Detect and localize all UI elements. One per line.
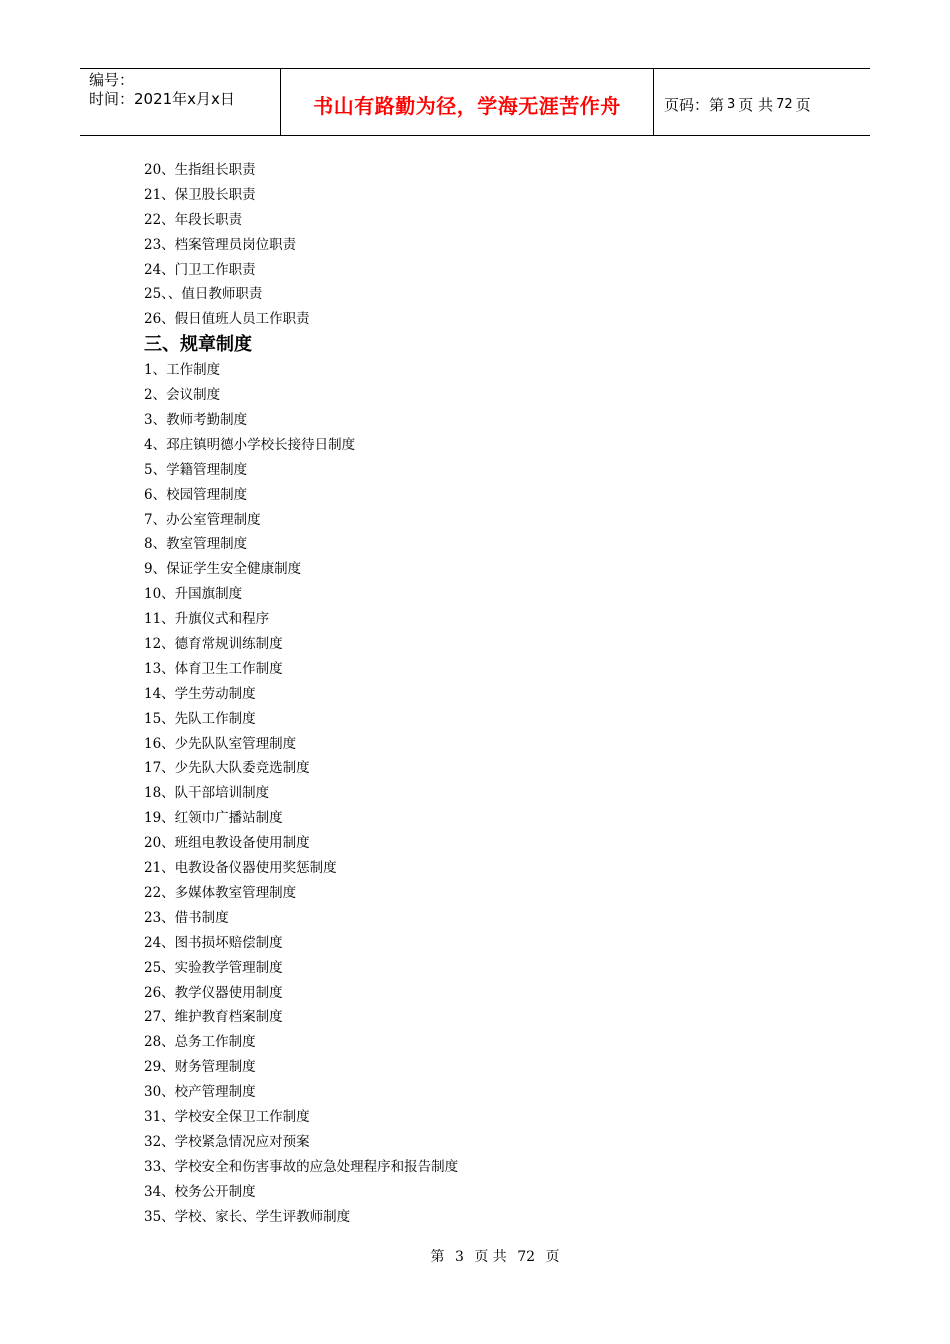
list-item: 9、保证学生安全健康制度 <box>144 561 302 578</box>
list-item: 14、学生劳动制度 <box>144 685 256 702</box>
list-item: 28、总务工作制度 <box>144 1034 256 1051</box>
list-item: 21、保卫股长职责 <box>144 186 256 203</box>
list-item: 32、学校紧急情况应对预案 <box>144 1133 310 1150</box>
list-item: 4、邳庄镇明德小学校长接待日制度 <box>144 436 356 453</box>
list-item: 3、教师考勤制度 <box>144 412 248 429</box>
list-item: 23、借书制度 <box>144 909 229 926</box>
list-item: 22、年段长职责 <box>144 211 243 228</box>
list-item: 21、电教设备仪器使用奖惩制度 <box>144 860 337 877</box>
header-page-cell <box>654 69 870 135</box>
header-page-prefix: 页码：第 <box>664 95 725 114</box>
list-item: 12、德育常规训练制度 <box>144 636 283 653</box>
list-item: 25、、值日教师职责 <box>144 286 263 303</box>
list-item: 23、档案管理员岗位职责 <box>144 236 297 253</box>
document-number-label: 编号： <box>89 71 135 89</box>
list-item: 26、教学仪器使用制度 <box>144 984 283 1001</box>
list-item: 11、升旗仪式和程序 <box>144 611 270 628</box>
document-body <box>144 158 844 1229</box>
header-page-middle: 页 共 <box>738 95 774 114</box>
list-item: 10、升国旗制度 <box>144 586 243 603</box>
list-item: 19、红领巾广播站制度 <box>144 810 283 827</box>
list-item: 13、体育卫生工作制度 <box>144 660 283 677</box>
list-item: 15、先队工作制度 <box>144 710 256 727</box>
list-item: 5、学籍管理制度 <box>144 461 248 478</box>
section-heading: 三、规章制度 <box>144 334 252 356</box>
list-item: 30、校产管理制度 <box>144 1084 256 1101</box>
header-motto-cell <box>281 69 654 135</box>
list-item: 25、实验教学管理制度 <box>144 959 283 976</box>
page-footer <box>0 1246 950 1266</box>
footer-page-total: 72 <box>517 1249 536 1265</box>
footer-middle: 页 共 <box>474 1249 507 1265</box>
footer-page-current: 3 <box>454 1249 464 1265</box>
rules-list <box>144 358 844 1229</box>
header-page-suffix: 页 <box>795 95 811 114</box>
header-motto: 书山有路勤为径，学海无涯苦作舟 <box>313 93 621 118</box>
page-header <box>80 68 870 136</box>
list-item: 20、生指组长职责 <box>144 162 256 178</box>
list-item: 29、财务管理制度 <box>144 1059 256 1076</box>
list-item: 18、队干部培训制度 <box>144 785 270 802</box>
list-item: 7、办公室管理制度 <box>144 511 261 528</box>
list-item: 16、少先队队室管理制度 <box>144 735 297 752</box>
header-page-current: 3 <box>727 96 736 112</box>
list-item: 35、学校、家长、学生评教师制度 <box>144 1208 351 1225</box>
list-item: 17、少先队大队委竞选制度 <box>144 760 310 777</box>
list-item: 20、班组电教设备使用制度 <box>144 835 310 852</box>
list-item: 31、学校安全保卫工作制度 <box>144 1108 310 1125</box>
list-item: 24、图书损坏赔偿制度 <box>144 934 283 951</box>
footer-suffix: 页 <box>545 1249 560 1265</box>
list-item: 6、校园管理制度 <box>144 486 248 503</box>
duties-list <box>144 158 844 332</box>
list-item: 27、维护教育档案制度 <box>144 1009 283 1026</box>
header-page-total: 72 <box>776 96 793 112</box>
list-item: 34、校务公开制度 <box>144 1183 256 1200</box>
list-item: 8、教室管理制度 <box>144 536 248 553</box>
list-item: 1、工作制度 <box>144 362 221 379</box>
document-date-label: 时间：2021年x月x日 <box>89 90 235 108</box>
list-item: 22、多媒体教室管理制度 <box>144 884 297 901</box>
list-item: 2、会议制度 <box>144 387 221 404</box>
header-info-cell <box>80 69 281 135</box>
list-item: 24、门卫工作职责 <box>144 261 256 278</box>
list-item: 26、假日值班人员工作职责 <box>144 311 310 328</box>
list-item: 33、学校安全和伤害事故的应急处理程序和报告制度 <box>144 1158 459 1175</box>
footer-prefix: 第 <box>430 1249 445 1265</box>
